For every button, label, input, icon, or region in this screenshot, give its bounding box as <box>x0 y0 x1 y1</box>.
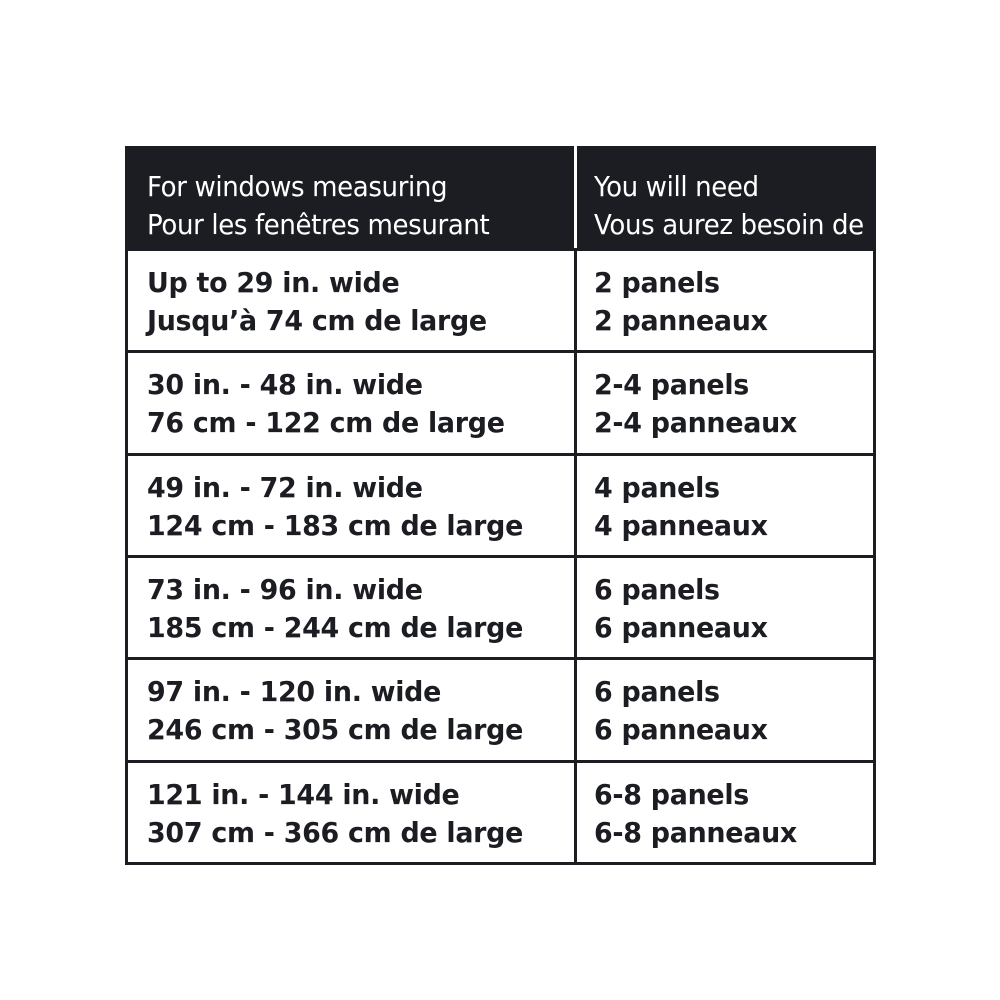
row-5-panels <box>577 660 873 759</box>
row-3-width-fr: 124 cm - 183 cm de large <box>147 508 524 542</box>
header-panels-needed <box>577 146 873 248</box>
panel-size-chart <box>125 146 876 865</box>
row-5-width-fr: 246 cm - 305 cm de large <box>147 713 524 747</box>
row-4-width-en: 73 in. - 96 in. wide <box>147 573 423 606</box>
row-1-width-fr: Jusqu’à 74 cm de large <box>147 304 487 337</box>
row-2-width-fr: 76 cm - 122 cm de large <box>147 406 505 440</box>
row-6-width <box>128 763 574 862</box>
header-window-measure <box>128 146 574 248</box>
row-3-panels <box>577 456 873 555</box>
row-3-width <box>128 456 574 555</box>
row-1-panels-fr: 2 panneaux <box>594 304 768 337</box>
row-4-width-fr: 185 cm - 244 cm de large <box>147 611 524 644</box>
row-6-panels-fr: 6-8 panneaux <box>594 815 797 849</box>
row-1-width-en: Up to 29 in. wide <box>147 266 400 299</box>
row-4-panels <box>577 558 873 657</box>
row-3-panels-en: 4 panels <box>594 470 720 504</box>
row-2-panels-en: 2-4 panels <box>594 368 750 402</box>
row-1-panels <box>577 251 873 350</box>
row-2-width <box>128 353 574 452</box>
header-left-en: For windows measuring <box>147 170 448 203</box>
row-6-width-en: 121 in. - 144 in. wide <box>147 777 460 811</box>
row-4-width <box>128 558 574 657</box>
header-right-fr: Vous aurez besoin de <box>594 208 864 241</box>
row-1-width <box>128 251 574 350</box>
header-right-en: You will need <box>594 170 759 203</box>
row-5-panels-fr: 6 panneaux <box>594 713 768 747</box>
row-3-width-en: 49 in. - 72 in. wide <box>147 470 423 504</box>
row-5-width-en: 97 in. - 120 in. wide <box>147 675 442 709</box>
row-4-panels-fr: 6 panneaux <box>594 611 768 644</box>
row-2-panels <box>577 353 873 452</box>
row-5-panels-en: 6 panels <box>594 675 720 709</box>
row-6-width-fr: 307 cm - 366 cm de large <box>147 815 524 849</box>
row-4-panels-en: 6 panels <box>594 573 720 606</box>
header-left-fr: Pour les fenêtres mesurant <box>147 208 490 241</box>
row-2-width-en: 30 in. - 48 in. wide <box>147 368 423 402</box>
row-1-panels-en: 2 panels <box>594 266 720 299</box>
row-6-panels <box>577 763 873 862</box>
row-6-panels-en: 6-8 panels <box>594 777 750 811</box>
row-2-panels-fr: 2-4 panneaux <box>594 406 797 440</box>
row-3-panels-fr: 4 panneaux <box>594 508 768 542</box>
row-5-width <box>128 660 574 759</box>
